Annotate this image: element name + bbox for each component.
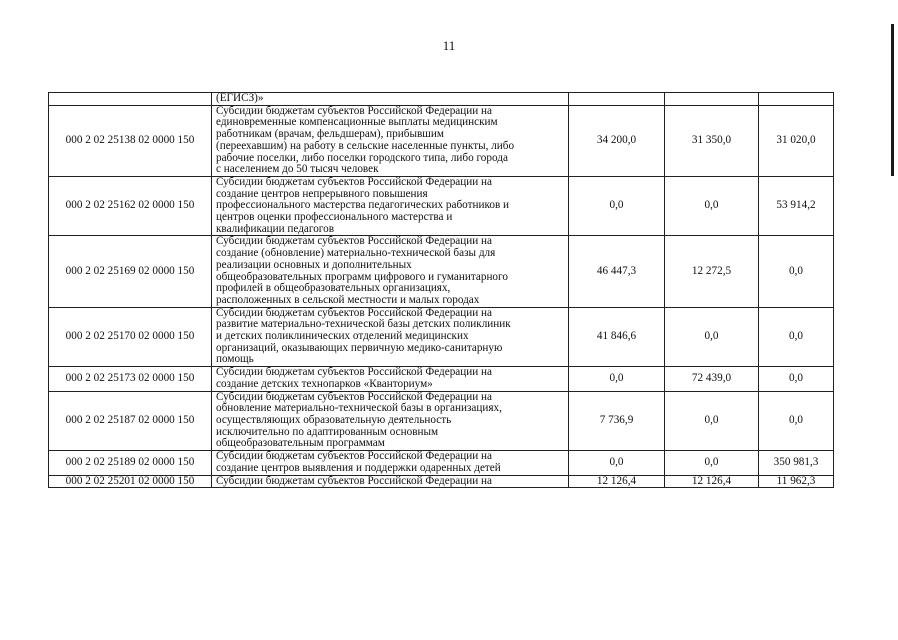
description-line: расположенных в сельской местности и малых городах (216, 293, 480, 306)
amount-cell-1: 34 200,0 (569, 105, 665, 176)
description-line: создание центров непрерывного повышения (216, 187, 428, 200)
amount-cell-3: 0,0 (759, 307, 834, 367)
table-row (49, 307, 834, 367)
description-line: помощь (216, 353, 254, 366)
description-line: организаций, оказывающих первичную медико-санитарную (216, 341, 503, 354)
amount-cell-3: 0,0 (759, 367, 834, 391)
amount-cell-2: 0,0 (665, 176, 759, 236)
budget-code-cell: 000 2 02 25173 02 0000 150 (49, 367, 212, 391)
description-cell (212, 475, 569, 488)
table-row (49, 451, 834, 475)
description-line: обновление материально-технической базы в организациях, (216, 402, 502, 415)
description-line: единовременные компенсационные выплаты медицинским (216, 116, 498, 129)
description-line: общеобразовательным программам (216, 437, 385, 450)
table-row (49, 367, 834, 391)
budget-code-cell: 000 2 02 25201 02 0000 150 (49, 475, 212, 488)
amount-cell-2: 12 272,5 (665, 236, 759, 307)
description-line: создание детских технопарков «Кванториум» (216, 377, 433, 390)
amount-cell-1: 41 846,6 (569, 307, 665, 367)
amount-cell-1: 46 447,3 (569, 236, 665, 307)
amount-cell-1: 7 736,9 (569, 391, 665, 451)
description-line: общеобразовательных программ цифрового и гуманитарного (216, 270, 508, 283)
description-cell (212, 105, 569, 176)
budget-code-cell: 000 2 02 25187 02 0000 150 (49, 391, 212, 451)
amount-cell-3: 0,0 (759, 391, 834, 451)
description-line: Субсидии бюджетам субъектов Российской Федерации на (216, 175, 492, 188)
description-cell (212, 176, 569, 236)
description-line: осуществляющих образовательную деятельность (216, 413, 452, 426)
budget-table-body (49, 93, 834, 488)
budget-code-cell: 000 2 02 25138 02 0000 150 (49, 105, 212, 176)
amount-cell-1: 0,0 (569, 451, 665, 475)
budget-code-cell: 000 2 02 25169 02 0000 150 (49, 236, 212, 307)
description-line: центров оценки профессионального мастерства и (216, 211, 453, 224)
description-line: (переехавшим) на работу в сельские населенные пункты, либо (216, 139, 515, 152)
description-line: профилей в общеобразовательных организациях, (216, 282, 451, 295)
table-row (49, 236, 834, 307)
table-row (49, 105, 834, 176)
description-line: Субсидии бюджетам субъектов Российской Федерации на (216, 366, 492, 379)
table-row (49, 93, 834, 106)
description-line: реализации основных и дополнительных (216, 258, 412, 271)
page-number: 11 (442, 38, 456, 53)
description-cell (212, 93, 569, 106)
description-line: профессионального мастерства педагогических работников и (216, 199, 510, 212)
amount-cell-2: 0,0 (665, 391, 759, 451)
budget-code-cell: 000 2 02 25189 02 0000 150 (49, 451, 212, 475)
description-line: Субсидии бюджетам субъектов Российской Федерации на (216, 235, 492, 248)
description-line: квалификации педагогов (216, 222, 334, 235)
budget-code-cell: 000 2 02 25170 02 0000 150 (49, 307, 212, 367)
description-line: рабочие поселки, либо поселки городского типа, либо города (216, 151, 508, 164)
description-line: развитие материально-технической базы детских поликлиник (216, 318, 511, 331)
scan-edge-mark (891, 24, 894, 176)
amount-cell-1 (569, 93, 665, 106)
description-line: с населением до 50 тысяч человек (216, 163, 379, 176)
amount-cell-3 (759, 93, 834, 106)
description-line: создание центров выявления и поддержки одаренных детей (216, 461, 501, 474)
description-cell (212, 307, 569, 367)
budget-code-cell (49, 93, 212, 106)
description-line: Субсидии бюджетам субъектов Российской Федерации на (216, 104, 492, 117)
description-cell (212, 451, 569, 475)
amount-cell-1: 12 126,4 (569, 475, 665, 488)
description-line: (ЕГИСЗ)» (216, 92, 264, 104)
description-cell (212, 236, 569, 307)
amount-cell-2: 31 350,0 (665, 105, 759, 176)
amount-cell-3: 31 020,0 (759, 105, 834, 176)
table-row (49, 475, 834, 488)
amount-cell-3: 0,0 (759, 236, 834, 307)
table-row (49, 176, 834, 236)
description-line: исключительно по адаптированным основным (216, 425, 439, 438)
description-cell (212, 367, 569, 391)
budget-code-cell: 000 2 02 25162 02 0000 150 (49, 176, 212, 236)
amount-cell-3: 53 914,2 (759, 176, 834, 236)
amount-cell-2: 72 439,0 (665, 367, 759, 391)
description-cell (212, 391, 569, 451)
amount-cell-2 (665, 93, 759, 106)
description-line: создание (обновление) материально-технической базы для (216, 247, 496, 260)
table-row (49, 391, 834, 451)
amount-cell-2: 12 126,4 (665, 475, 759, 488)
amount-cell-1: 0,0 (569, 176, 665, 236)
description-line: Субсидии бюджетам субъектов Российской Федерации на (216, 474, 492, 487)
budget-table (48, 92, 834, 488)
amount-cell-1: 0,0 (569, 367, 665, 391)
amount-cell-3: 350 981,3 (759, 451, 834, 475)
amount-cell-3: 11 962,3 (759, 475, 834, 488)
description-line: и детских поликлинических отделений медицинских (216, 330, 469, 343)
amount-cell-2: 0,0 (665, 451, 759, 475)
description-line: Субсидии бюджетам субъектов Российской Федерации на (216, 306, 492, 319)
description-line: работникам (врачам, фельдшерам), прибывшим (216, 128, 444, 141)
description-line: Субсидии бюджетам субъектов Российской Федерации на (216, 390, 492, 403)
description-line: Субсидии бюджетам субъектов Российской Федерации на (216, 450, 492, 463)
amount-cell-2: 0,0 (665, 307, 759, 367)
